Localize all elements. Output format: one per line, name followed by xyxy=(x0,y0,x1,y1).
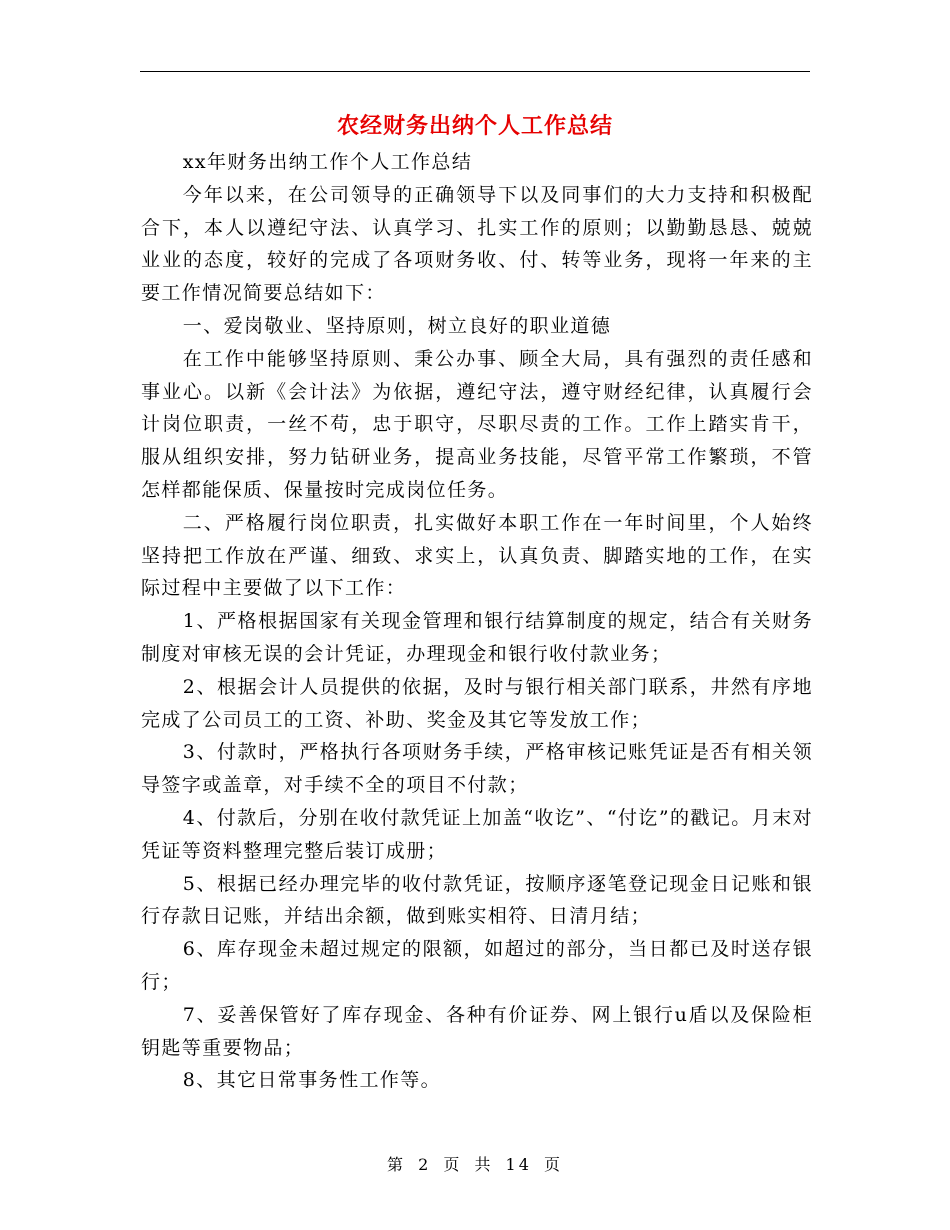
list-item-2: 2、根据会计人员提供的依据，及时与银行相关部门联系，井然有序地完成了公司员工的工资、补助、奖金及其它等发放工作； xyxy=(141,675,813,731)
list-item-5: 5、根据已经办理完毕的收付款凭证，按顺序逐笔登记现金日记账和银行存款日记账，并结出余额，做到账实相符、日清月结； xyxy=(141,872,813,928)
list-item-1: 1、严格根据国家有关现金管理和银行结算制度的规定，结合有关财务制度对审核无误的会计凭证，办理现金和银行收付款业务； xyxy=(141,610,813,665)
list-item-3: 3、付款时，严格执行各项财务手续，严格审核记账凭证是否有相关领导签字或盖章，对手续不全的项目不付款； xyxy=(141,741,813,797)
subtitle-paragraph: xx年财务出纳工作个人工作总结 xyxy=(182,151,473,173)
document-body xyxy=(141,146,813,1097)
document-title: 农经财务出纳个人工作总结 xyxy=(336,113,613,139)
section-heading-2: 二、严格履行岗位职责，扎实做好本职工作在一年时间里，个人始终坚持把工作放在严谨、细致、求实上，认真负责、脚踏实地的工作，在实际过程中主要做了以下工作： xyxy=(141,511,813,600)
section-heading-1: 一、爱岗敬业、坚持原则，树立良好的职业道德 xyxy=(182,314,612,337)
header-rule xyxy=(140,71,810,72)
intro-paragraph: 今年以来，在公司领导的正确领导下以及同事们的大力支持和积极配合下，本人以遵纪守法、认真学习、扎实工作的原则；以勤勤恳恳、兢兢业业的态度，较好的完成了各项财务收、付、转等业务，现将一年来的主要工作情况简要总结如下： xyxy=(141,183,813,305)
list-item-4: 4、付款后，分别在收付款凭证上加盖“收讫”、“付讫”的戳记。月末对凭证等资料整理完整后装订成册； xyxy=(141,806,813,862)
list-item-8: 8、其它日常事务性工作等。 xyxy=(182,1069,442,1092)
list-item-6: 6、库存现金未超过规定的限额，如超过的部分，当日都已及时送存银行； xyxy=(141,938,813,993)
section-1-paragraph: 在工作中能够坚持原则、秉公办事、顾全大局，具有强烈的责任感和事业心。以新《会计法》为依据，遵纪守法，遵守财经纪律，认真履行会计岗位职责，一丝不苟，忠于职守，尽职尽责的工作。工作上踏实肯干，服从组织安排，努力钻研业务，提高业务技能，尽管平常工作繁琐，不管怎样都能保质、保量按时完成岗位任务。 xyxy=(141,347,813,501)
list-item-7: 7、妥善保管好了库存现金、各种有价证券、网上银行u盾以及保险柜钥匙等重要物品； xyxy=(141,1003,813,1059)
page-number-footer: 第 2 页 共 14 页 xyxy=(387,1155,563,1174)
